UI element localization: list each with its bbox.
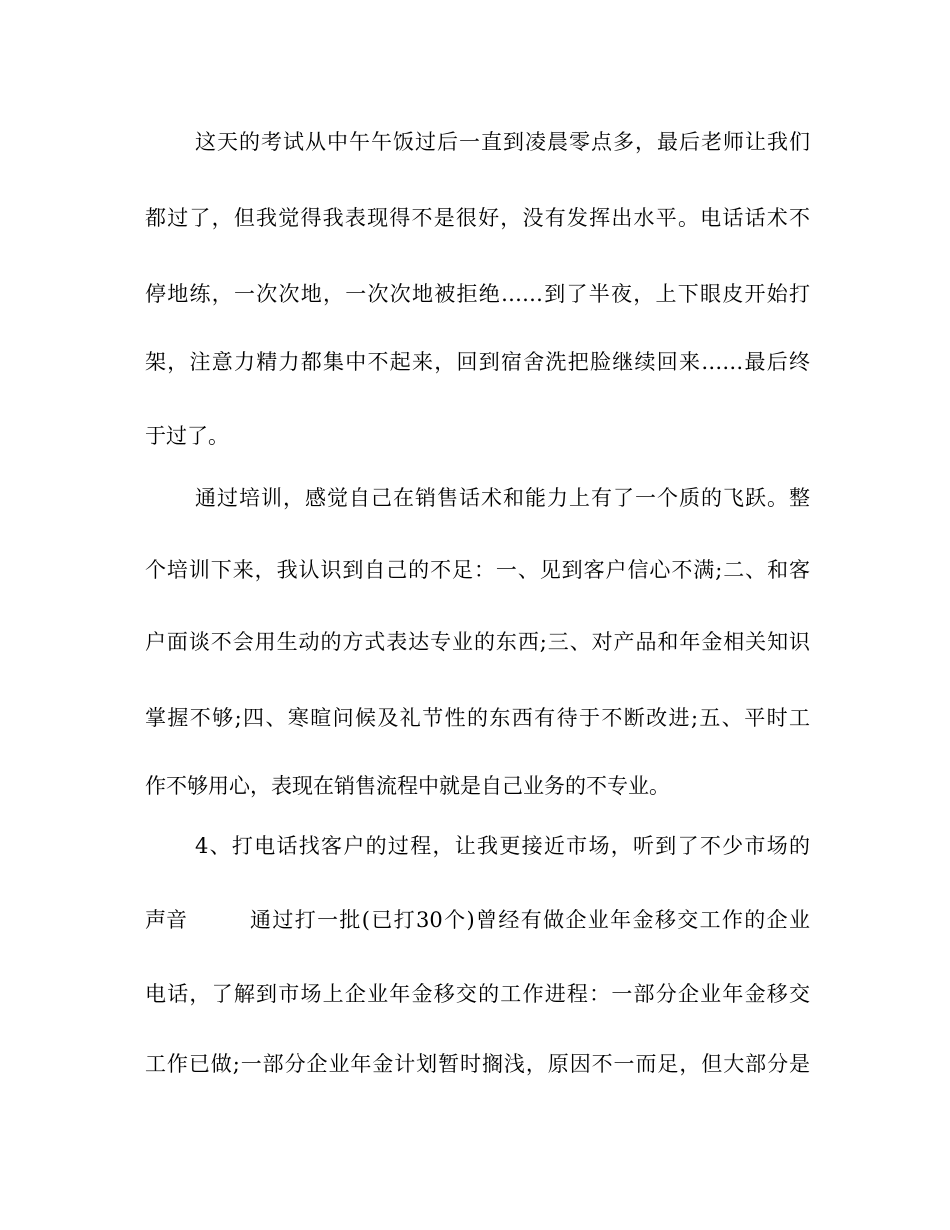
paragraph-1-line-1: 这天的考试从中午午饭过后一直到凌晨零点多，最后老师让我们 <box>195 130 810 154</box>
paragraph-2-line-3: 户面谈不会用生动的方式表达专业的东西;三、对产品和年金相关知识 <box>145 630 810 654</box>
paragraph-2-line-4: 掌握不够;四、寒暄问候及礼节性的东西有待于不断改进;五、平时工 <box>145 706 810 730</box>
paragraph-3-line-3: 电话，了解到市场上企业年金移交的工作进程：一部分企业年金移交 <box>145 982 810 1006</box>
paragraph-1-line-5: 于过了。 <box>145 424 229 448</box>
paragraph-1-line-4: 架，注意力精力都集中不起来，回到宿舍洗把脸继续回来……最后终 <box>145 350 810 374</box>
paragraph-2-line-1: 通过培训，感觉自己在销售话术和能力上有了一个质的飞跃。整 <box>195 486 810 510</box>
paragraph-1-line-2: 都过了，但我觉得我表现得不是很好，没有发挥出水平。电话话术不 <box>145 206 810 230</box>
paragraph-3-line-2-body: 通过打一批(已打30个)曾经有做企业年金移交工作的企业 <box>250 908 810 932</box>
paragraph-3-line-2 <box>145 905 810 935</box>
paragraph-3-line-4: 工作已做;一部分企业年金计划暂时搁浅，原因不一而足，但大部分是 <box>145 1052 810 1076</box>
paragraph-1-line-3: 停地练，一次次地，一次次地被拒绝……到了半夜，上下眼皮开始打 <box>145 282 810 306</box>
paragraph-3-line-2-heading: 声音 <box>145 908 187 932</box>
paragraph-2-line-5: 作不够用心，表现在销售流程中就是自己业务的不专业。 <box>145 774 670 798</box>
paragraph-2-line-2: 个培训下来，我认识到自己的不足：一、见到客户信心不满;二、和客 <box>145 558 810 582</box>
paragraph-3-line-1: 4、打电话找客户的过程，让我更接近市场，听到了不少市场的 <box>195 834 810 858</box>
